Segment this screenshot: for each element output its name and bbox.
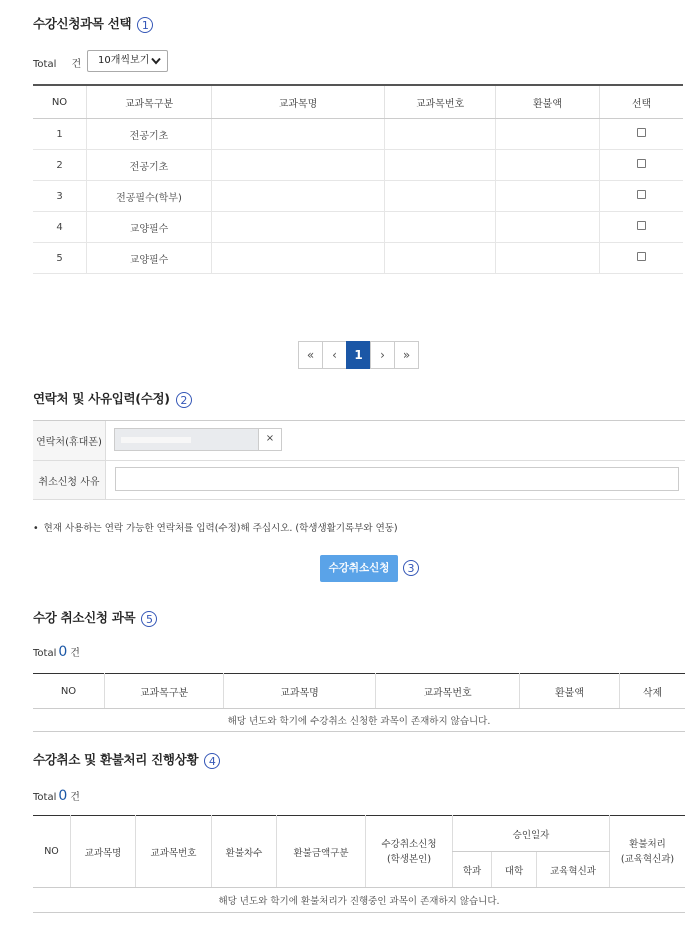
row-code	[385, 181, 496, 212]
page-button-current[interactable]: 1	[346, 341, 371, 369]
row-code	[385, 212, 496, 243]
last-page-button[interactable]: »	[394, 341, 419, 369]
table-row	[33, 181, 683, 212]
row-select	[600, 119, 684, 150]
section4-title	[33, 750, 220, 769]
contact-notice	[33, 520, 398, 534]
table-row	[33, 119, 683, 150]
phone-label: 연락처(휴대폰)	[33, 421, 106, 460]
col-header: NO	[33, 816, 71, 888]
section3-title	[33, 608, 157, 627]
first-page-button[interactable]: «	[298, 341, 323, 369]
col-header: 교과목번호	[385, 85, 496, 119]
row-name	[212, 119, 385, 150]
col-header: 교과목명	[71, 816, 136, 888]
row-type: 전공기초	[87, 119, 212, 150]
section2-title-text: 연락처 및 사유입력(수정)	[33, 391, 170, 406]
row-no: 5	[33, 243, 87, 274]
clear-phone-button[interactable]: ×	[258, 428, 282, 451]
col-header: 삭제	[620, 674, 686, 709]
row-name	[212, 212, 385, 243]
total-count: 0	[58, 788, 68, 804]
row-type: 교양필수	[87, 212, 212, 243]
refund-progress-table	[33, 815, 685, 913]
select-checkbox[interactable]	[637, 128, 646, 137]
row-name	[212, 181, 385, 212]
select-checkbox[interactable]	[637, 159, 646, 168]
row-code	[385, 243, 496, 274]
section1-total	[33, 55, 81, 70]
cancel-request-table	[33, 673, 685, 732]
total-label: Total	[33, 792, 57, 803]
row-no: 4	[33, 212, 87, 243]
table-row	[33, 243, 683, 274]
page-size-value: 10개씩보기	[98, 55, 150, 66]
row-name	[212, 150, 385, 181]
section1-title	[33, 14, 153, 33]
pagination	[299, 341, 419, 369]
row-name	[212, 243, 385, 274]
phone-cell	[106, 421, 685, 460]
course-selection-table	[33, 84, 683, 274]
col-header: 학과	[453, 852, 492, 888]
select-checkbox[interactable]	[637, 190, 646, 199]
col-header: 대학	[492, 852, 537, 888]
phone-row	[33, 421, 685, 461]
reason-row	[33, 461, 685, 500]
total-count: 0	[58, 644, 68, 660]
step-number-badge: 1	[137, 17, 153, 33]
col-header: 교육혁신과	[537, 852, 610, 888]
row-select	[600, 243, 684, 274]
phone-input[interactable]	[114, 428, 259, 451]
col-header: 환불액	[520, 674, 620, 709]
row-refund	[496, 119, 600, 150]
count-unit: 건	[71, 59, 82, 70]
row-type: 교양필수	[87, 243, 212, 274]
row-select	[600, 212, 684, 243]
col-header-cancel	[366, 816, 453, 888]
section2-title	[33, 389, 192, 408]
row-refund	[496, 243, 600, 274]
total-label: Total	[33, 59, 57, 70]
row-no: 1	[33, 119, 87, 150]
col-header: NO	[33, 85, 87, 119]
reason-label: 취소신청 사유	[33, 461, 106, 499]
section3-title-text: 수강 취소신청 과목	[33, 610, 136, 625]
prev-page-button[interactable]: ‹	[322, 341, 347, 369]
table-row	[33, 212, 683, 243]
col-header: 환불차수	[212, 816, 277, 888]
count-unit: 건	[70, 648, 80, 659]
refund-header-line2: (교육혁신과)	[620, 853, 675, 865]
step-number-badge: 3	[403, 560, 419, 576]
row-no: 2	[33, 150, 87, 181]
row-code	[385, 119, 496, 150]
section4-total	[33, 788, 80, 804]
col-header: 교과목구분	[87, 85, 212, 119]
col-header: 교과목번호	[136, 816, 212, 888]
row-type: 전공기초	[87, 150, 212, 181]
empty-message: 해당 년도와 학기에 수강취소 신청한 과목이 존재하지 않습니다.	[33, 709, 685, 732]
reason-input[interactable]	[115, 467, 679, 491]
reason-cell	[106, 461, 685, 499]
select-checkbox[interactable]	[637, 221, 646, 230]
step-number-badge: 4	[204, 753, 220, 769]
cancel-header-line1: 수강취소신청	[381, 838, 437, 850]
row-refund	[496, 181, 600, 212]
select-checkbox[interactable]	[637, 252, 646, 261]
section3-total	[33, 644, 80, 660]
empty-row	[33, 888, 685, 913]
page-size-select[interactable]	[87, 50, 168, 72]
cancel-header-line2: (학생본인)	[386, 853, 432, 865]
table-row	[33, 150, 683, 181]
row-refund	[496, 212, 600, 243]
col-header: 교과목구분	[105, 674, 224, 709]
row-select	[600, 181, 684, 212]
cancel-registration-button[interactable]: 수강취소신청	[320, 555, 398, 582]
step-number-badge: 2	[176, 392, 192, 408]
contact-form	[33, 420, 685, 500]
col-header: NO	[33, 674, 105, 709]
row-select	[600, 150, 684, 181]
col-header-refund	[610, 816, 686, 888]
next-page-button[interactable]: ›	[370, 341, 395, 369]
bullet: •	[33, 523, 39, 534]
count-unit: 건	[70, 792, 80, 803]
contact-notice-text: 현재 사용하는 연락 가능한 연락처를 입력(수정)해 주십시오. (학생생활기록부와 연동)	[43, 523, 398, 534]
col-header: 선택	[600, 85, 684, 119]
col-header: 교과목명	[212, 85, 385, 119]
row-code	[385, 150, 496, 181]
chevron-down-icon	[151, 57, 161, 65]
col-header-approval: 승인일자	[453, 816, 610, 852]
total-label: Total	[33, 648, 57, 659]
col-header: 교과목명	[224, 674, 376, 709]
row-no: 3	[33, 181, 87, 212]
row-type: 전공필수(학부)	[87, 181, 212, 212]
row-refund	[496, 150, 600, 181]
col-header: 교과목번호	[376, 674, 520, 709]
section1-title-text: 수강신청과목 선택	[33, 16, 132, 31]
col-header: 환불액	[496, 85, 600, 119]
empty-message: 해당 년도와 학기에 환불처리가 진행중인 과목이 존재하지 않습니다.	[33, 888, 685, 913]
refund-header-line1: 환불처리	[629, 838, 666, 850]
step-number-badge: 5	[141, 611, 157, 627]
section4-title-text: 수강취소 및 환불처리 진행상황	[33, 752, 199, 767]
empty-row	[33, 709, 685, 732]
col-header: 환불금액구분	[277, 816, 366, 888]
phone-input-blurred-value	[121, 437, 191, 443]
